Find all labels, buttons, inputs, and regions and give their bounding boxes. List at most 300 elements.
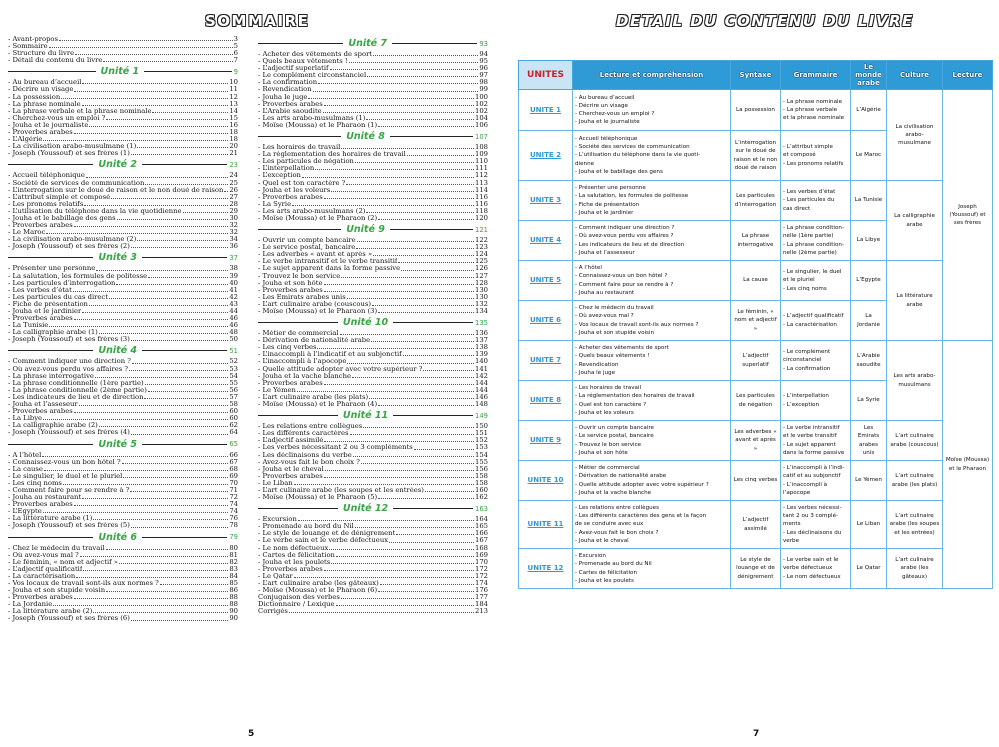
detail-row [519, 421, 993, 461]
grammaire-item: - Les pronoms relatifs [783, 160, 844, 167]
grammaire-item: - La caractérisation [783, 321, 837, 328]
toc-entry [8, 273, 238, 280]
toc-entry [8, 515, 238, 522]
toc-entry-page: 98 [479, 79, 488, 87]
toc-entry-page: 26 [229, 186, 238, 194]
toc-unit-page: 9 [233, 67, 238, 76]
toc-entry-title: - Détail du contenu du livre [8, 57, 103, 65]
toc-entry [8, 36, 238, 43]
detail-row [519, 90, 993, 131]
lecture-item: - Les indicateurs de lieu et de direction [575, 241, 685, 248]
toc-entry-page: 34 [229, 236, 238, 244]
monde-arabe-cell: L’Egypte [851, 261, 887, 301]
toc-entry [258, 566, 488, 573]
detail-row [519, 181, 993, 221]
lecture-item: - Où avez-vous perdu vos affaires ? [575, 233, 674, 240]
toc-entry [8, 101, 238, 108]
grammaire-item: nelle (1ère partie) [783, 233, 834, 240]
toc-entry-page: 125 [475, 258, 488, 266]
lecture-item: - Les horaires de travail [575, 385, 642, 392]
lecture-item: - Cartes de félicitation [575, 569, 638, 576]
toc-entry-title: - Jouha et le jardinier [8, 308, 82, 315]
grammaire-item: - Les cinq noms [783, 285, 827, 292]
toc-unit-title: Unité 7 [348, 38, 387, 49]
toc-entry [8, 587, 238, 594]
toc-entry-page: 15 [229, 114, 238, 122]
toc-unit-page: 93 [479, 39, 489, 48]
toc-entry [8, 129, 238, 136]
grammaire-cell [781, 501, 851, 549]
grammaire-item: - La phrase condition- [783, 241, 844, 248]
toc-entry [258, 516, 488, 523]
lecture-item: - Promenade au bord du Nil [575, 561, 652, 568]
toc-entry-page: 146 [475, 393, 488, 401]
grammaire-cell [781, 549, 851, 589]
toc-unit-title: Unité 11 [342, 410, 389, 422]
toc-entry-page: 57 [229, 393, 238, 401]
toc-entry-title: - Proverbes arabes [8, 501, 73, 509]
toc-unit-page: 65 [229, 440, 239, 448]
toc-entry [8, 280, 238, 287]
toc-entry-page: 7 [233, 57, 238, 65]
grammaire-item: - Les verbes d’état [783, 189, 836, 196]
toc-entry-page: 74 [229, 501, 238, 509]
toc-entry-title: - Excursion [258, 516, 297, 524]
toc-entry-page: 134 [475, 308, 488, 315]
toc-entry-title: - Le sujet apparent dans la forme passive [258, 265, 401, 273]
toc-entry-page: 132 [475, 300, 488, 308]
header-lecture: Lecture [943, 61, 993, 90]
toc-entry-title: - La cause [8, 465, 43, 473]
toc-entry [8, 566, 238, 573]
grammaire-item: - L’adjectif qualificatif [783, 313, 844, 320]
toc-entry-page: 6 [233, 50, 238, 58]
toc-entry-page: 14 [229, 107, 238, 115]
toc-entry-page: 36 [229, 243, 238, 251]
toc-entry-page: 114 [475, 186, 488, 194]
lecture-item: - L’utilisation du téléphone dans la vie quoti- [575, 152, 701, 159]
toc-entry-title: - L’inaccompli à l’apocope [258, 358, 347, 366]
toc-entry-page: 99 [479, 86, 488, 94]
toc-entry-title: - Jouha le juge [258, 93, 308, 101]
lecture-item: - Jouha et les voleurs [575, 409, 634, 416]
toc-entry-title: - Joseph (Youssouf) et ses frères (6) [8, 615, 130, 623]
toc-entry-page: 164 [475, 516, 488, 524]
toc-entry [8, 608, 238, 615]
toc-entry-page: 172 [475, 565, 488, 573]
toc-entry-page: 80 [229, 544, 238, 552]
toc-entry-page: 106 [475, 121, 488, 129]
toc-entry [8, 215, 238, 222]
toc-entry-page: 86 [229, 587, 238, 595]
toc-unit-page: 107 [475, 132, 488, 141]
toc-entry-title: - Joseph (Youssouf) et ses frères (1) [8, 150, 130, 158]
toc-entry-page: 95 [479, 58, 488, 66]
grammaire-cell [781, 221, 851, 261]
toc-unit-page: 163 [475, 504, 489, 513]
lecture-cell [573, 181, 731, 221]
toc-entry-page: 40 [229, 279, 238, 287]
toc-entry [258, 244, 488, 251]
toc-entry-title: - L’adjectif superlatif [258, 65, 329, 73]
sommaire-page [0, 0, 498, 747]
toc-entry-page: 84 [229, 572, 238, 580]
toc-entry-page: 38 [229, 265, 238, 273]
toc-entry-page: 177 [475, 594, 488, 602]
toc-entry [8, 573, 238, 580]
toc-unit-page: 121 [475, 225, 488, 234]
toc-unit-heading [8, 252, 238, 263]
toc-entry-page: 66 [229, 451, 238, 459]
toc-unit-heading [8, 66, 238, 77]
culture-cell: L’art culinaire arabe (les soupes et les entrées) [887, 501, 943, 549]
toc-entry [258, 487, 488, 494]
lecture-suivie-cell: Joseph (Youssouf) et ses frères [943, 90, 993, 341]
lecture-item: - Le service postal, bancaire [575, 433, 654, 440]
lecture-item: - Jouha et le jardinier [575, 209, 634, 216]
lecture-suivie-cell: Moïse (Moussa) et le Pharaon [943, 341, 993, 589]
toc-entry-page: 155 [475, 458, 488, 466]
toc-entry-title: - Joseph (Youssouf) et ses frères (5) [8, 522, 130, 530]
toc-entry-title: - L’adjectif assimilé [258, 437, 324, 445]
toc-entry-title: - Jouha et les voleurs [258, 186, 331, 194]
toc-entry-title: - Acheter des vêtements de sport [258, 51, 373, 58]
toc-entry-title: - Avant-propos [8, 36, 59, 43]
toc-entry-page: 5 [233, 43, 238, 51]
toc-entry [258, 237, 488, 244]
toc-entry-title: - Revendication [258, 86, 312, 94]
syntaxe-cell: La cause [731, 261, 781, 301]
toc-entry-title: - Vos locaux de travail sont-ils aux normes ? [8, 580, 159, 587]
toc-entry-page: 144 [475, 379, 488, 387]
toc-entry [8, 301, 238, 308]
toc-entry-title: - L’art culinaire arabe (les plats) [258, 393, 369, 401]
toc-entry-page: 111 [475, 165, 488, 173]
monde-arabe-cell: La Libye [851, 221, 887, 261]
toc-entry [8, 94, 238, 101]
toc-entry [258, 72, 488, 79]
grammaire-item: - L’interpellation [783, 393, 829, 400]
grammaire-item: verbe défectueux [783, 565, 833, 572]
toc-entry-page: 58 [229, 401, 238, 409]
toc-entry-title: - Métier de commercial [258, 330, 339, 338]
toc-entry [258, 587, 488, 594]
toc-entry [8, 422, 238, 429]
monde-arabe-cell: La Jordanie [851, 301, 887, 341]
grammaire-cell [781, 181, 851, 221]
toc-entry [258, 480, 488, 487]
toc-unit-title: Unité 6 [98, 531, 137, 543]
toc-entry [8, 466, 238, 473]
toc-entry-title: - Les arts arabo-musulmans (2) [258, 207, 366, 215]
toc-entry-title: - Les indicateurs de lieu et de direction [8, 393, 144, 401]
grammaire-item: et le verbe transitif [783, 433, 837, 440]
toc-entry-title: - L’interpellation [258, 165, 315, 173]
toc-unit-title: Unité 5 [98, 438, 137, 450]
grammaire-item: - L’attribut simple [783, 144, 833, 151]
toc-entry-title: - Chez le médecin du travail [8, 544, 105, 552]
toc-entry-title: - La calligraphie arabe (1) [8, 329, 98, 337]
detail-title: DETAIL DU CONTENU DU LIVRE [616, 12, 914, 30]
toc-entry [8, 265, 238, 272]
lecture-item: - Présenter une personne [575, 185, 646, 192]
toc-entry-page: 124 [475, 251, 488, 259]
toc-entry [258, 601, 488, 608]
grammaire-item: - La confirmation [783, 365, 831, 372]
toc-entry [258, 466, 488, 473]
grammaire-item: catif et au subjonctif [783, 473, 841, 480]
syntaxe-cell: Les particules de négation [731, 381, 781, 421]
lecture-cell [573, 261, 731, 301]
grammaire-item: l’apocope [783, 489, 811, 496]
toc-entry-page: 142 [475, 372, 488, 380]
toc-entry [258, 265, 488, 272]
toc-entry-title: - La Tunisie [8, 322, 49, 330]
toc-entry-title: - L’adjectif qualificatif [8, 565, 83, 573]
toc-entry-title: - La civilisation arabo-musulmane (2) [8, 236, 137, 244]
toc-entry [258, 122, 488, 129]
lecture-item: - Vos locaux de travail sont-ils aux normes ? [575, 321, 699, 328]
toc-unit-page: 51 [229, 346, 239, 355]
toc-entry-page: 3 [233, 36, 238, 43]
lecture-cell [573, 221, 731, 261]
lecture-item: - Jouha et les poulets [575, 577, 634, 584]
lecture-item: dienne [575, 160, 595, 167]
toc-entry [258, 65, 488, 72]
toc-entry [8, 373, 238, 380]
lecture-item: - Jouha et son stupide voisin [575, 329, 655, 336]
lecture-item: - Jouha et le cheval [575, 537, 629, 544]
toc-entry-title: - Le Maroc [8, 229, 46, 237]
toc-entry-title: - Moïse (Moussa) et le Pharaon (6) [258, 587, 378, 595]
unit-label: UNITE 4 [519, 221, 573, 261]
syntaxe-cell: L’adjectif assimilé [731, 501, 781, 549]
toc-entry-page: 165 [475, 523, 488, 531]
toc-entry-page: 25 [229, 179, 238, 187]
monde-arabe-cell: Le Qatar [851, 549, 887, 589]
toc-entry [8, 208, 238, 215]
lecture-item: - Dérivation de nationalité arabe [575, 473, 667, 480]
toc-entry-title: - Avez-vous fait le bon choix ? [258, 458, 360, 466]
toc-entry [258, 358, 488, 365]
toc-entry-page: 128 [475, 279, 488, 287]
toc-entry [8, 294, 238, 301]
toc-entry-page: 130 [475, 286, 488, 294]
toc-entry [8, 387, 238, 394]
toc-unit-title: Unité 1 [100, 66, 140, 78]
toc-unit-heading [258, 224, 488, 235]
toc-entry-page: 154 [475, 451, 488, 459]
toc-entry-page: 170 [475, 558, 488, 566]
toc-entry [258, 573, 488, 580]
lecture-item: - Quel est ton caractère ? [575, 401, 647, 408]
grammaire-cell [781, 90, 851, 131]
toc-entry-title: - Les cinq noms [8, 479, 62, 487]
toc-entry-page: 76 [229, 515, 238, 523]
syntaxe-cell: Le style de louange et de dénigrement [731, 549, 781, 589]
toc-entry-title: - L’utilisation du téléphone dans la vie quotidienne [8, 207, 182, 215]
toc-entry-title: - Jouha au restaurant [8, 494, 82, 502]
detail-row [519, 261, 993, 301]
toc-entry-page: 24 [229, 172, 238, 180]
toc-entry-page: 16 [229, 121, 238, 129]
grammaire-cell [781, 461, 851, 501]
sommaire-title: SOMMAIRE [205, 12, 310, 30]
toc-entry [8, 86, 238, 93]
syntaxe-cell: L’adjectif superlatif [731, 341, 781, 381]
toc-entry-page: 158 [475, 479, 488, 487]
detail-row [519, 549, 993, 589]
toc-entry [8, 150, 238, 157]
toc-entry-page: 68 [229, 465, 238, 473]
toc-entry-title: - Structure du livre [8, 50, 75, 58]
toc-entry [8, 180, 238, 187]
toc-entry-title: - Les particules du cas direct [8, 293, 108, 301]
toc-entry-title: - Le complément circonstanciel [258, 72, 367, 80]
syntaxe-cell: Les particules d’interrogation [731, 181, 781, 221]
grammaire-item: - Le sujet apparent [783, 441, 836, 448]
lecture-item: - Décrire un visage [575, 102, 628, 109]
toc-entry-title: - Les différents caractères [258, 430, 349, 438]
toc-entry [258, 165, 488, 172]
toc-entry-page: 184 [475, 601, 488, 609]
toc-entry [258, 294, 488, 301]
toc-entry-title: - Dérivation de nationalité arabe [258, 337, 371, 345]
unit-label: UNITE 5 [519, 261, 573, 301]
lecture-item: - Accueil téléphonique [575, 135, 638, 142]
grammaire-cell [781, 131, 851, 181]
toc-entry-title: Conjugaison des verbes [258, 594, 340, 602]
toc-entry-title: - La possession [8, 93, 61, 101]
page-number-right: 7 [753, 729, 760, 739]
toc-entry [8, 187, 238, 194]
toc-entry [258, 545, 488, 552]
toc-entry [258, 401, 488, 408]
toc-entry [258, 101, 488, 108]
lecture-item: - Jouha et le babillage des gens [575, 168, 663, 175]
toc-entry [8, 50, 238, 57]
toc-entry-title: - Jouha et le babillage des gens [8, 214, 116, 222]
toc-entry-page: 69 [229, 472, 238, 480]
toc-entry [8, 222, 238, 229]
toc-entry-page: 88 [229, 594, 238, 602]
lecture-item: - Connaissez-vous un bon hôtel ? [575, 273, 668, 280]
toc-entry-title: - Proverbes arabes [258, 100, 323, 108]
toc-entry-page: 30 [229, 214, 238, 222]
lecture-item: - Chez le médecin du travail [575, 305, 654, 312]
toc-entry [258, 580, 488, 587]
toc-entry [8, 194, 238, 201]
toc-unit-heading [258, 317, 488, 328]
toc-unit-page: 23 [229, 160, 239, 169]
toc-entry-page: 137 [475, 337, 488, 345]
toc-entry [8, 480, 238, 487]
toc-entry-title: - La Libye [8, 415, 43, 423]
toc-entry [258, 301, 488, 308]
toc-entry-title: - Moïse (Moussa) et le Pharaon (1) [258, 121, 378, 129]
toc-entry-page: 90 [229, 615, 238, 623]
toc-unit-page: 135 [475, 318, 489, 327]
toc-entry [258, 380, 488, 387]
lecture-item: - Jouha et le journaliste [575, 119, 640, 126]
lecture-item: - Jouha et l’assesseur [575, 249, 635, 256]
toc-unit-title: Unité 10 [342, 317, 389, 329]
toc-unit-heading [8, 439, 238, 450]
grammaire-item: circonstanciel [783, 357, 822, 364]
toc-entry-page: 83 [229, 565, 238, 573]
toc-entry-title: - Les Emirats arabes unis [258, 293, 346, 301]
toc-column-right [258, 36, 488, 615]
toc-entry-page: 60 [229, 408, 238, 416]
lecture-item: - Quelle attitude adopter avec votre supérieur ? [575, 481, 709, 488]
toc-entry-title: - Jouha et les poulets [258, 558, 331, 566]
toc-entry-title: - Le Yémen [258, 386, 296, 394]
toc-entry-title: - Les adverbes « avant et après » [258, 251, 373, 259]
toc-unit-page: 37 [229, 253, 239, 262]
toc-entry-title: - Les particules de négation [258, 158, 354, 166]
toc-entry [8, 336, 238, 343]
toc-entry-page: 116 [475, 200, 488, 208]
grammaire-item: - L’inaccompli à [783, 481, 828, 488]
grammaire-cell [781, 341, 851, 381]
toc-entry [8, 315, 238, 322]
lecture-item: - A l’hôtel [575, 265, 602, 272]
unit-label: UNITE 8 [519, 381, 573, 421]
toc-entry [8, 201, 238, 208]
toc-entry-title: - Cherchez-vous un emploi ? [8, 114, 106, 122]
syntaxe-cell: L’interrogation sur le doué de raison et le non doué de raison [731, 131, 781, 181]
toc-entry-title: - Cartes de félicitation [258, 551, 335, 559]
monde-arabe-cell: Les Emirats arabes unis [851, 421, 887, 461]
toc-entry-title: - Trouvez le bon service [258, 272, 341, 280]
lecture-item: - Jouha au restaurant [575, 289, 635, 296]
toc-entry-title: - L’attribut simple et composé [8, 193, 111, 201]
grammaire-item: et composé [783, 152, 816, 159]
toc-unit-heading [8, 532, 238, 543]
toc-unit-heading [258, 131, 488, 142]
toc-entry [8, 429, 238, 436]
toc-entry-title: - Accueil téléphonique [8, 172, 85, 180]
toc-entry-title: - Les pronoms relatifs [8, 200, 84, 208]
lecture-item: - Les différents caractères des gens et la façon [575, 513, 707, 520]
toc-entry [8, 522, 238, 529]
unit-label: UNITE 6 [519, 301, 573, 341]
toc-entry-title: - Société de services de communication [8, 179, 145, 187]
toc-entry-page: 44 [229, 308, 238, 315]
culture-cell: Les arts arabo-musulmans [887, 341, 943, 421]
toc-entry-page: 12 [229, 93, 238, 101]
toc-unit-title: Unité 2 [98, 159, 137, 171]
toc-unit-heading [258, 503, 488, 514]
toc-entry-page: 18 [229, 136, 238, 144]
toc-entry-title: - Le Liban [258, 479, 293, 487]
toc-entry-title: - Promenade au bord du Nil [258, 523, 354, 531]
toc-unit-title: Unité 3 [98, 252, 137, 264]
lecture-item: - Avez-vous fait le bon choix ? [575, 529, 659, 536]
toc-entry [8, 57, 238, 64]
toc-entry-page: 62 [229, 422, 238, 430]
toc-entry [8, 487, 238, 494]
toc-entry [258, 494, 488, 501]
grammaire-item: dans la forme passive [783, 449, 845, 456]
toc-entry [8, 552, 238, 559]
toc-entry [258, 258, 488, 265]
toc-entry-page: 110 [475, 158, 488, 166]
toc-entry-page: 100 [475, 93, 488, 101]
header-culture: Culture [887, 61, 943, 90]
toc-unit-title: Unité 9 [346, 224, 385, 236]
grammaire-item: - Les verbes nécessi- [783, 504, 842, 511]
